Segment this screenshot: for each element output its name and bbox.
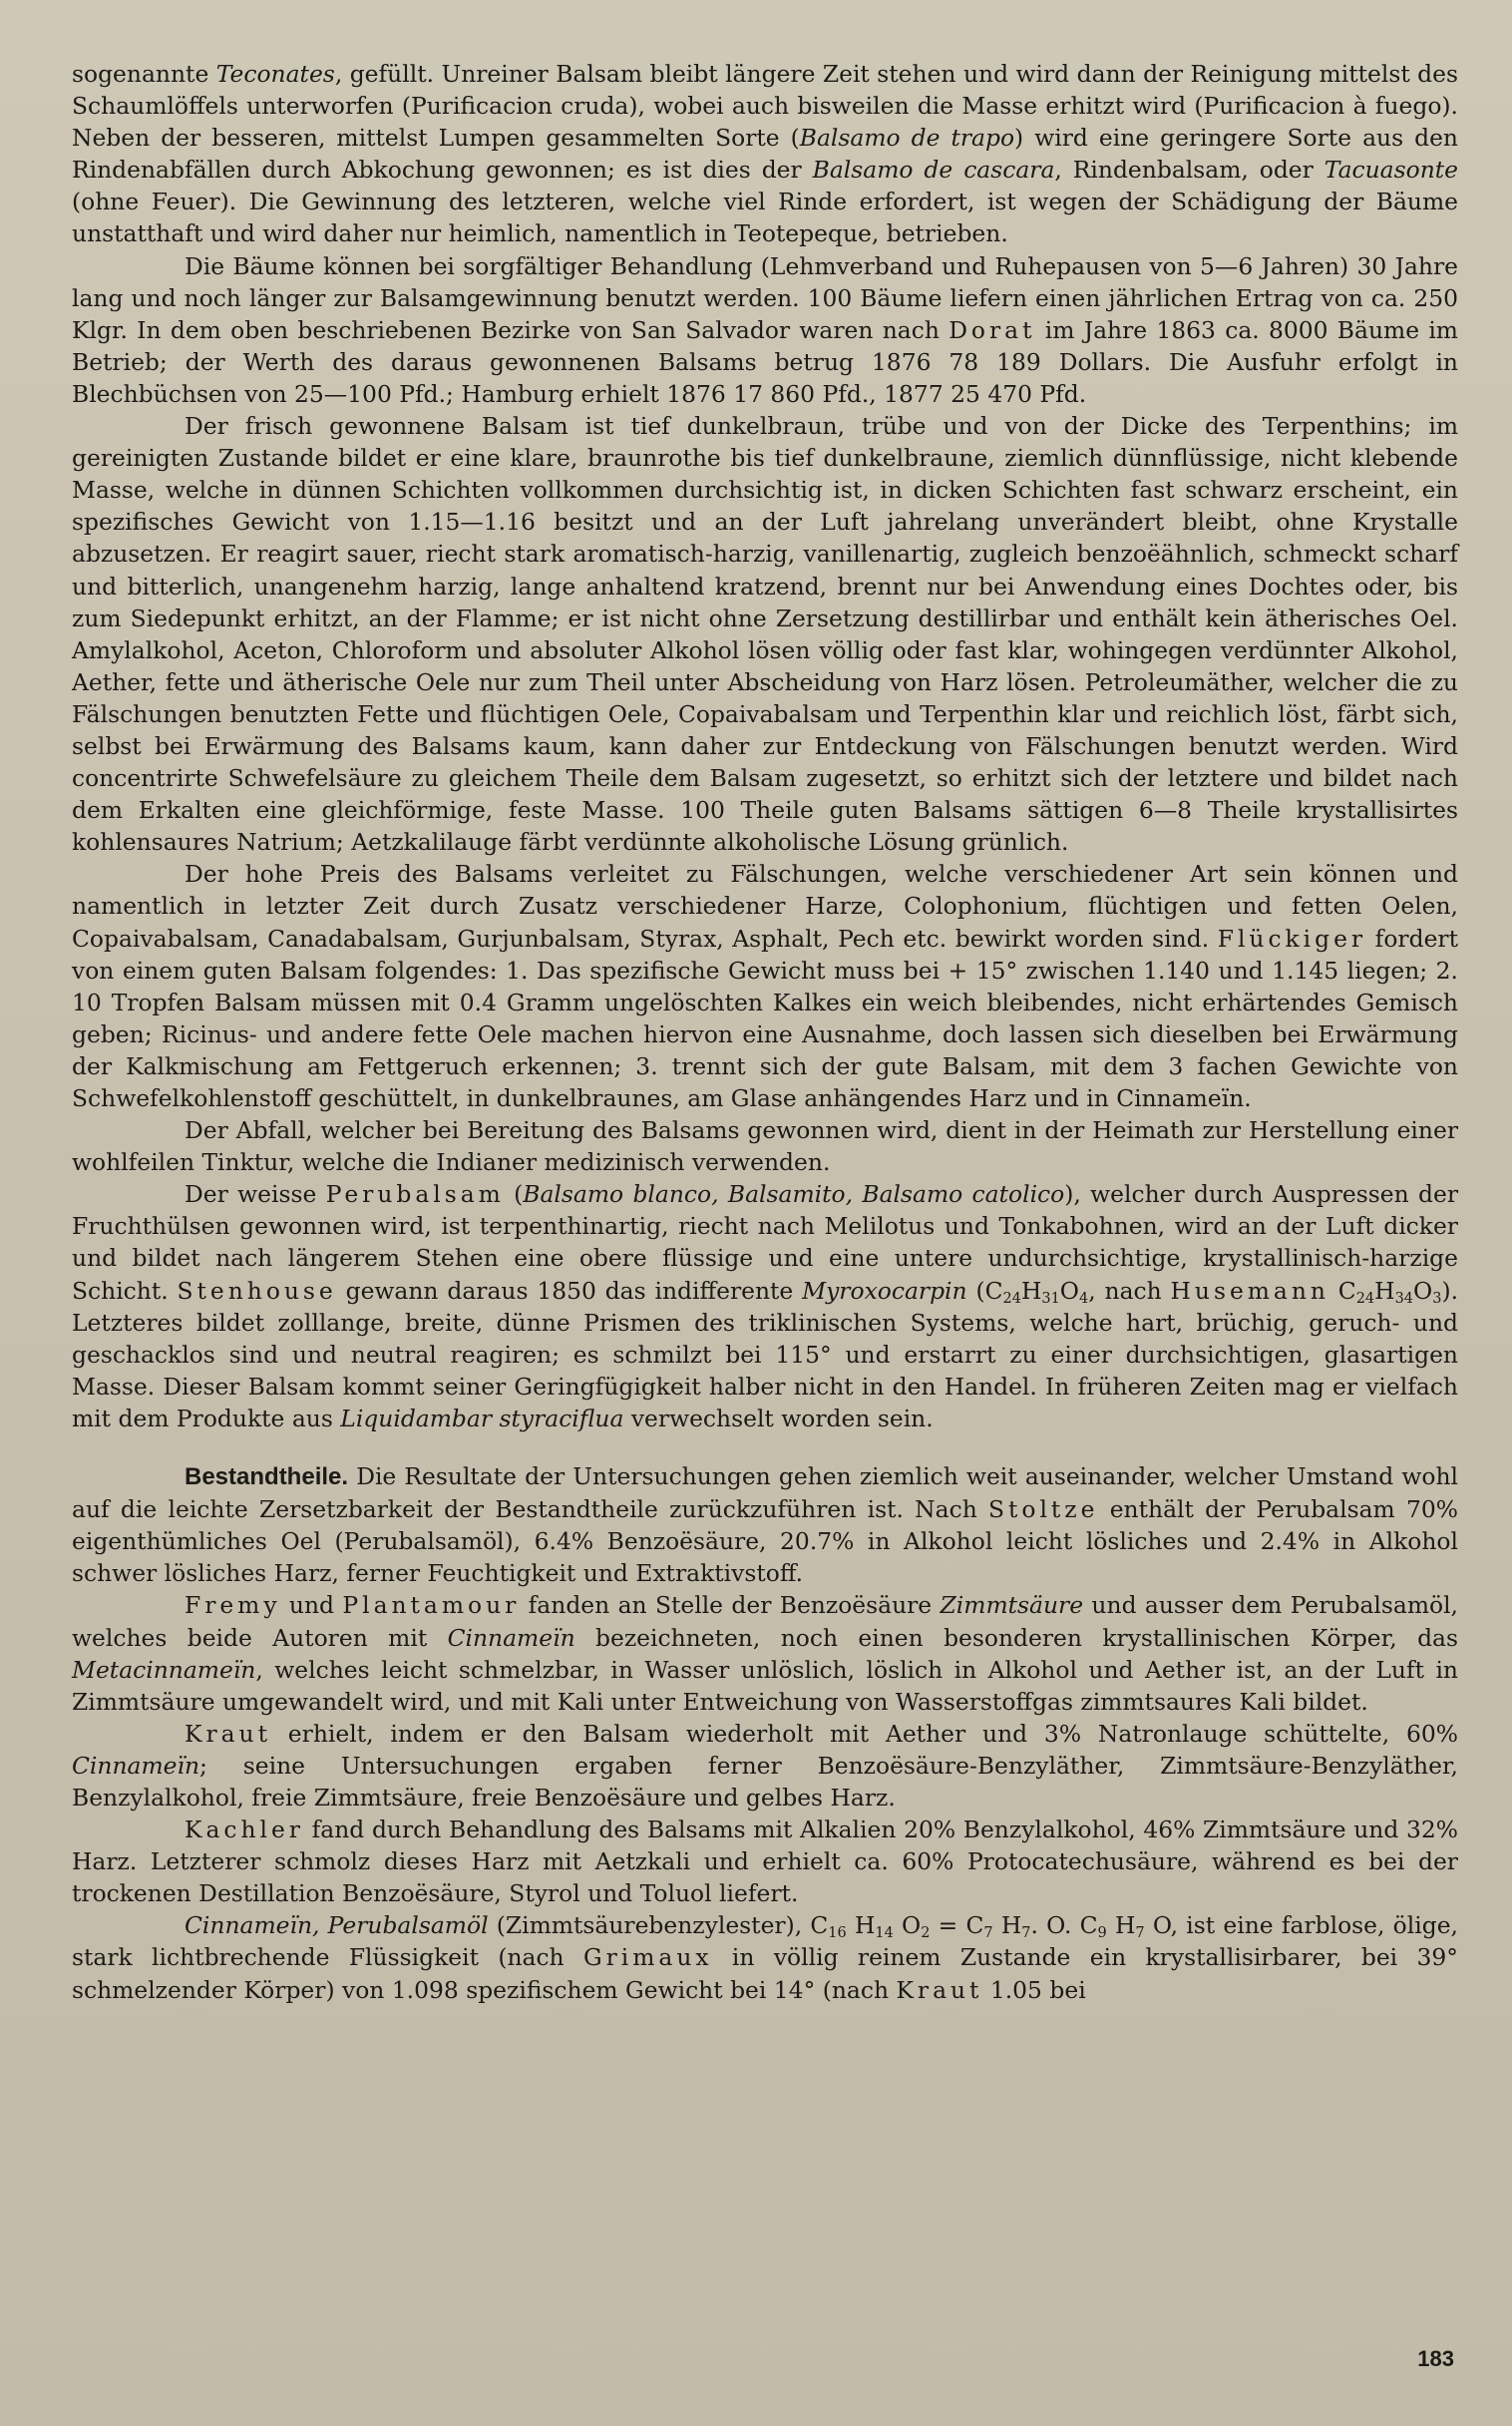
text-run: Die Resultate der Untersuchungen gehen ziemlich weit auseinander, welcher Umstand wohl auf die leichte Zersetzbarkeit der Bestandtheile zurückzuführen ist. Nach	[72, 1462, 1458, 1524]
text-run: und ausser dem Perubalsamöl, welches beide Autoren mit	[72, 1591, 1458, 1652]
emphasis-text: Balsamo de trapo	[799, 124, 1015, 153]
text-run: (C	[966, 1276, 1003, 1305]
author-name: Grimaux	[582, 1943, 713, 1972]
text-run: , Rindenbalsam, oder	[1054, 156, 1324, 185]
body-text	[72, 58, 1458, 2006]
subscript: 2	[921, 1925, 931, 1942]
emphasis-text: Balsamo blanco, Balsamito, Balsamo catolico	[523, 1180, 1065, 1209]
text-run: C	[1328, 1276, 1356, 1305]
text-run: im Jahre 1863 ca. 8000 Bäume im Betrieb; der Werth des daraus gewonnenen Balsams betrug 1876 78 189 Dollars. Die Ausfuhr erfolgt in Blechbüchsen von 25—100 Pfd.; Hamburg erhielt 1876 17 860 Pfd., 1877 25 470 Pfd.	[72, 315, 1458, 408]
emphasis-text: Cinnameïn	[72, 1751, 200, 1780]
paragraph	[72, 858, 1458, 1114]
subscript: 16	[828, 1925, 847, 1942]
emphasis-text: Metacinnameïn	[72, 1655, 256, 1684]
subscript: 34	[1394, 1290, 1414, 1307]
text-run: verwechselt worden sein.	[623, 1404, 934, 1432]
text-run: (ohne Feuer). Die Gewinnung des letzteren, welche viel Rinde erfordert, ist wegen der Schädigung der Bäume unstatthaft und wird daher nur heimlich, namentlich in Teotepeque, betrieben.	[72, 188, 1458, 248]
emphasis-text: Zimmtsäure	[940, 1591, 1084, 1620]
text-run: O	[1059, 1276, 1079, 1305]
text-run: H	[1374, 1276, 1395, 1305]
author-name: Flückiger	[1217, 924, 1367, 953]
emphasis-text: Balsamo de cascara	[812, 156, 1055, 185]
subscript: 14	[875, 1925, 894, 1942]
emphasis-text: Tacuasonte	[1323, 156, 1459, 185]
subscript: 24	[1355, 1290, 1375, 1307]
text-run: ), welcher durch Auspressen der Fruchthülsen gewonnen wird, ist terpenthinartig, riecht nach Melilotus und Tonkabohnen, wird an der Luft dicker und bildet nach längerem Stehen eine obere flüssige und eine untere undurchsichtige, krystallinisch-harzige Schicht.	[72, 1180, 1458, 1305]
author-name: Stoltze	[988, 1495, 1099, 1524]
text-run: fordert von einem guten Balsam folgendes: 1. Das spezifische Gewicht muss bei + 15° zwischen 1.140 und 1.145 liegen; 2. 10 Tropfen Balsam müssen mit 0.4 Gramm ungelöschten Kalkes ein weich bleibendes, nicht erhärtendes Gemisch geben; Ricinus- und andere fette Oele machen hiervon eine Ausnahme, doch lassen sich dieselben bei Erwärmung der Kalkmischung am Fettgeruch erkennen; 3. trennt sich der gute Balsam, mit dem 3 fachen Gewichte von Schwefelkohlenstoff geschüttelt, in dunkelbraunes, am Glase anhängendes Harz und in Cinnameïn.	[72, 924, 1458, 1112]
text-run: in völlig reinem Zustande ein krystallisirbarer, bei 39° schmelzender Körper) von 1.098 spezifischem Gewicht bei 14° (nach	[72, 1943, 1458, 2004]
text-run: O	[893, 1911, 922, 1940]
text-run: sogenannte	[72, 60, 216, 88]
subscript: 4	[1078, 1290, 1089, 1307]
text-run: , welches leicht schmelzbar, in Wasser unlöslich, löslich in Alkohol und Aether ist, an der Luft in Zimmtsäure umgewandelt wird, und mit Kali unter Entweichung von Wasserstoffgas zimmtsaures Kali bildet.	[72, 1655, 1458, 1716]
subscript: 31	[1041, 1290, 1060, 1307]
paragraph	[72, 1814, 1458, 1909]
author-name: Plantamour	[342, 1591, 521, 1620]
subscript: 7	[983, 1925, 993, 1942]
emphasis-text: Liquidambar styraciflua	[340, 1404, 624, 1432]
section-gap	[72, 1434, 1458, 1460]
paragraph	[72, 250, 1458, 410]
text-run: ). Letzteres bildet zolllange, breite, dünne Prismen des triklinischen Systems, welche hart, brüchig, geruch- und geschacklos sind und neutral reagiren; es schmilzt bei 115° und erstarrt zu einer durchsichtigen, glasartigen Masse. Dieser Balsam kommt seiner Geringfügigkeit halber nicht in den Handel. In früheren Zeiten mag er vielfach mit dem Produkte aus	[72, 1276, 1458, 1432]
text-run: ; seine Untersuchungen ergaben ferner Benzoësäure-Benzyläther, Zimmtsäure-Benzyläther, Benzylalkohol, freie Zimmtsäure, freie Benzoësäure und gelbes Harz.	[72, 1751, 1458, 1812]
text-run: Der weisse	[185, 1180, 326, 1209]
author-name: Stenhouse	[177, 1276, 337, 1305]
text-run: H	[1106, 1911, 1136, 1940]
text-run: erhielt, indem er den Balsam wiederholt mit Aether und 3% Natronlauge schüttelte, 60%	[270, 1719, 1458, 1748]
text-run: H	[846, 1911, 876, 1940]
text-run: . O. C	[1030, 1911, 1098, 1940]
text-run: , nach	[1088, 1276, 1171, 1305]
text-run: O, ist eine farblose, ölige, stark lichtbrechende Flüssigkeit (nach	[72, 1911, 1458, 1972]
paragraph	[72, 58, 1458, 250]
subscript: 7	[1021, 1925, 1031, 1942]
paragraph	[72, 1909, 1458, 2005]
paragraph	[72, 1114, 1458, 1178]
text-run: O	[1413, 1276, 1433, 1305]
text-run: 1.05 bei	[982, 1975, 1086, 2004]
text-run: enthält der Perubalsam 70% eigenthümliches Oel (Perubalsamöl), 6.4% Benzoësäure, 20.7% in Alkohol leicht lösliches und 2.4% in Alkohol schwer lösliches Harz, ferner Feuchtigkeit und Extraktivstoff.	[72, 1495, 1458, 1588]
author-name: Perubalsam	[325, 1180, 505, 1209]
text-run: , gefüllt. Unreiner Balsam bleibt längere Zeit stehen und wird dann der Reinigung mittelst des Schaumlöffels unterworfen (Purificacion cruda), wobei auch bisweilen die Masse erhitzt wird (Purificacion à fuego). Neben der besseren, mittelst Lumpen gesammelten Sorte (	[72, 60, 1458, 153]
paragraph	[72, 1589, 1458, 1717]
paragraph	[72, 1178, 1458, 1434]
text-run: (	[504, 1180, 524, 1209]
paragraph	[72, 1460, 1458, 1589]
emphasis-text: Teconates	[215, 60, 335, 88]
paragraph	[72, 410, 1458, 858]
text-run: und	[280, 1591, 343, 1620]
author-name: Husemann	[1170, 1276, 1329, 1305]
emphasis-text: Cinnameïn, Perubalsamöl	[185, 1911, 489, 1940]
text-run: fand durch Behandlung des Balsams mit Alkalien 20% Benzylalkohol, 46% Zimmtsäure und 32% Harz. Letzterer schmolz dieses Harz mit Aetzkali und erhielt ca. 60% Protocatechusäure, während es bei der trockenen Destillation Benzoësäure, Styrol und Toluol liefert.	[72, 1816, 1458, 1908]
emphasis-text: Cinnameïn	[447, 1623, 575, 1652]
paragraph	[72, 1718, 1458, 1814]
text-run: Die Bäume können bei sorgfältiger Behandlung (Lehmverband und Ruhepausen von 5—6 Jahren) 30 Jahre lang und noch länger zur Balsamgewinnung benutzt werden. 100 Bäume liefern einen jährlichen Ertrag von ca. 250 Klgr. In dem oben beschriebenen Bezirke von San Salvador waren nach	[72, 251, 1458, 344]
author-name: Kraut	[896, 1975, 983, 2004]
text-run: H	[1020, 1276, 1042, 1305]
text-run: fanden an Stelle der Benzoësäure	[520, 1591, 941, 1620]
subscript: 9	[1097, 1925, 1107, 1942]
section-heading: Bestandtheile.	[185, 1463, 349, 1491]
subscript: 3	[1432, 1290, 1442, 1307]
author-name: Dorat	[948, 315, 1036, 344]
text-run: = C	[930, 1911, 984, 1940]
text-run: Der frisch gewonnene Balsam ist tief dunkelbraun, trübe und von der Dicke des Terpenthins; im gereinigten Zustande bildet er eine klare, braunrothe bis tief dunkelbraune, ziemlich dünnflüssige, nicht klebende Masse, welche in dünnen Schichten vollkommen durchsichtig ist, in dicken Schichten fast schwarz erscheint, ein spezifisches Gewicht von 1.15—1.16 besitzt und an der Luft jahrelang unverändert bleibt, ohne Krystalle abzusetzen. Er reagirt sauer, riecht stark aromatisch-harzig, vanillenartig, zugleich benzoëähnlich, schmeckt scharf und bitterlich, unangenehm harzig, lange anhaltend kratzend, brennt nur bei Anwendung eines Dochtes oder, bis zum Siedepunkt erhitzt, an der Flamme; er ist nicht ohne Zersetzung destillirbar und enthält kein ätherisches Oel. Amylalkohol, Aceton, Chloroform und absoluter Alkohol lösen völlig oder fast klar, wohingegen verdünnter Alkohol, Aether, fette und ätherische Oele nur zum Theil unter Abscheidung von Harz lösen. Petroleumäther, welcher die zu Fälschungen benutzten Fette und flüchtigen Oele, Copaivabalsam und Terpenthin klar und reichlich löst, färbt sich, selbst bei Erwärmung des Balsams kaum, kann daher zur Entdeckung von Fälschungen benutzt werden. Wird concentrirte Schwefelsäure zu gleichem Theile dem Balsam zugesetzt, so erhitzt sich der letztere und bildet nach dem Erkalten eine gleichförmige, feste Masse. 100 Theile guten Balsams sättigen 6—8 Theile krystallisirtes kohlensaures Natrium; Aetzkalilauge färbt verdünnte alkoholische Lösung grünlich.	[72, 412, 1458, 857]
page-number: 183	[1417, 2346, 1454, 2371]
text-run: Der hohe Preis des Balsams verleitet zu Fälschungen, welche verschiedener Art sein können und namentlich in letzter Zeit durch Zusatz verschiedener Harze, Colophonium, flüchtigen und fetten Oelen, Copaivabalsam, Canadabalsam, Gurjunbalsam, Styrax, Asphalt, Pech etc. bewirkt worden sind.	[72, 860, 1458, 953]
author-name: Kraut	[185, 1719, 271, 1748]
text-run: Der Abfall, welcher bei Bereitung des Balsams gewonnen wird, dient in der Heimath zur Herstellung einer wohlfeilen Tinktur, welche die Indianer medizinisch verwenden.	[72, 1116, 1458, 1177]
text-run: H	[992, 1911, 1022, 1940]
subscript: 24	[1002, 1290, 1021, 1307]
text-run: ) wird eine geringere Sorte aus den Rindenabfällen durch Abkochung gewonnen; es ist dies der	[72, 124, 1458, 185]
author-name: Fremy	[185, 1591, 281, 1620]
text-run: (Zimmtsäurebenzylester), C	[488, 1911, 829, 1940]
subscript: 7	[1135, 1925, 1145, 1942]
author-name: Kachler	[185, 1816, 304, 1844]
emphasis-text: Myroxocarpin	[802, 1276, 967, 1305]
text-run: gewann daraus 1850 das indifferente	[336, 1276, 803, 1305]
text-run: bezeichneten, noch einen besonderen krystallinischen Körper, das	[574, 1623, 1458, 1652]
